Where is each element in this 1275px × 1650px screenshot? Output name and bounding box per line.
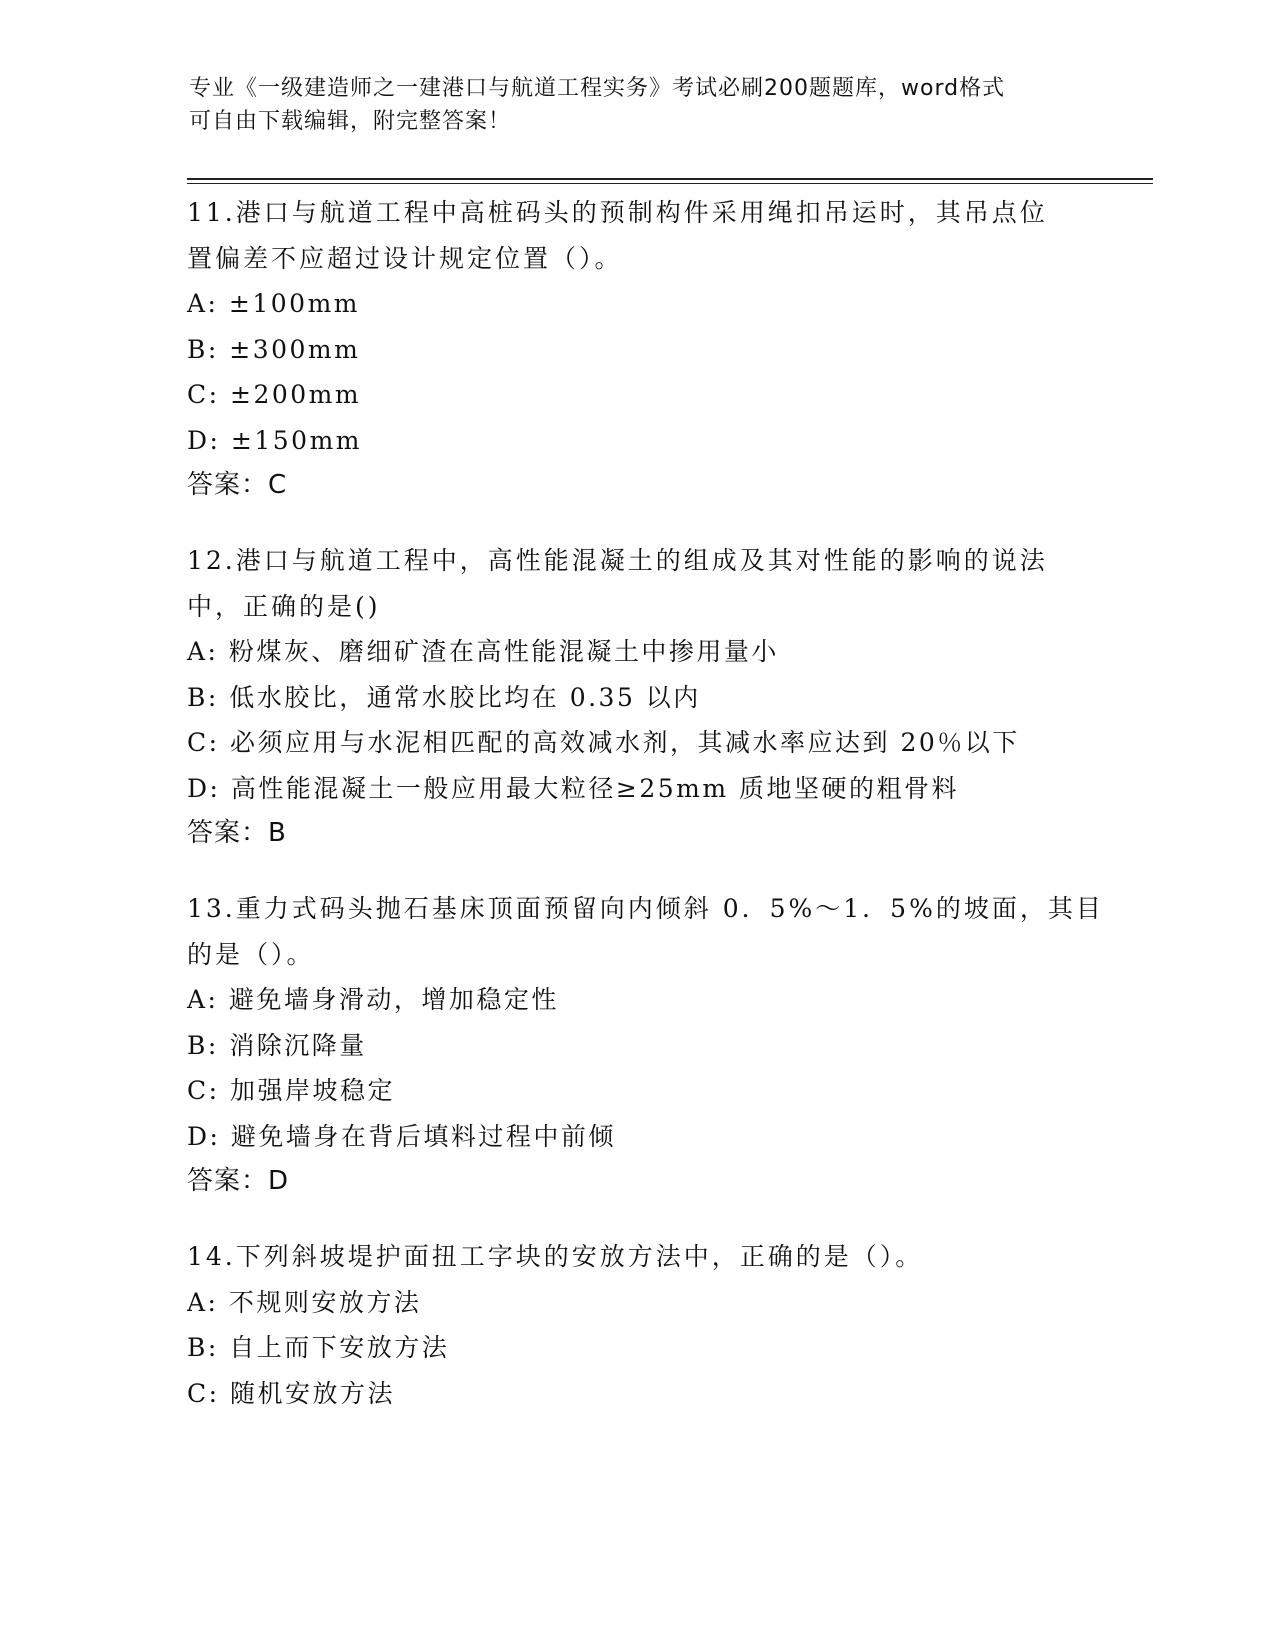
option-c: C: ±200mm — [187, 380, 362, 409]
answer-line: 答案：B — [187, 818, 287, 848]
question-stem-line: 11.港口与航道工程中高桩码头的预制构件采用绳扣吊运时，其吊点位 — [187, 198, 1048, 227]
document-header — [189, 72, 1069, 138]
question-stem-line: 的是（）。 — [187, 939, 315, 969]
option-a: A: 不规则安放方法 — [187, 1287, 422, 1317]
question-13 — [187, 886, 1104, 1204]
question-list — [187, 190, 1104, 1446]
option-c: C: 加强岸坡稳定 — [187, 1076, 395, 1105]
option-a: A: ±100mm — [187, 289, 361, 318]
option-c: C: 必须应用与水泥相匹配的高效减水剂，其减水率应达到 20％以下 — [187, 728, 1020, 757]
question-stem-line: 置偏差不应超过设计规定位置（）。 — [187, 243, 623, 273]
question-12 — [187, 538, 1087, 856]
option-a: A: 避免墙身滑动，增加稳定性 — [187, 985, 559, 1014]
option-b: B: 自上而下安放方法 — [187, 1333, 450, 1362]
question-stem-line: 中，正确的是() — [187, 591, 381, 621]
option-b: B: ±300mm — [187, 334, 361, 364]
question-11 — [187, 190, 1087, 508]
header-line-1: 专业《一级建造师之一建港口与航道工程实务》考试必刷200题题库，word格式 — [189, 76, 1006, 101]
header-line-2: 可自由下载编辑，附完整答案！ — [189, 109, 512, 134]
option-a: A: 粉煤灰、磨细矿渣在高性能混凝土中掺用量小 — [187, 637, 779, 666]
question-stem-line: 12.港口与航道工程中，高性能混凝土的组成及其对性能的影响的说法 — [187, 546, 1048, 575]
option-b: B: 消除沉降量 — [187, 1030, 367, 1060]
header-divider — [187, 178, 1153, 184]
answer-line: 答案：C — [187, 470, 288, 500]
option-b: B: 低水胶比，通常水胶比均在 0.35 以内 — [187, 682, 701, 712]
option-d: D: ±150mm — [187, 425, 362, 455]
question-14 — [187, 1234, 1087, 1416]
answer-line: 答案：D — [187, 1166, 290, 1196]
option-c: C: 随机安放方法 — [187, 1378, 395, 1408]
option-d: D: 避免墙身在背后填料过程中前倾 — [187, 1121, 616, 1151]
option-d: D: 高性能混凝土一般应用最大粒径≥25mm 质地坚硬的粗骨料 — [187, 773, 960, 803]
question-stem-line: 13.重力式码头抛石基床顶面预留向内倾斜 0．5%～1．5%的坡面，其目 — [187, 894, 1104, 923]
question-stem-line: 14.下列斜坡堤护面扭工字块的安放方法中，正确的是（）。 — [187, 1242, 924, 1271]
